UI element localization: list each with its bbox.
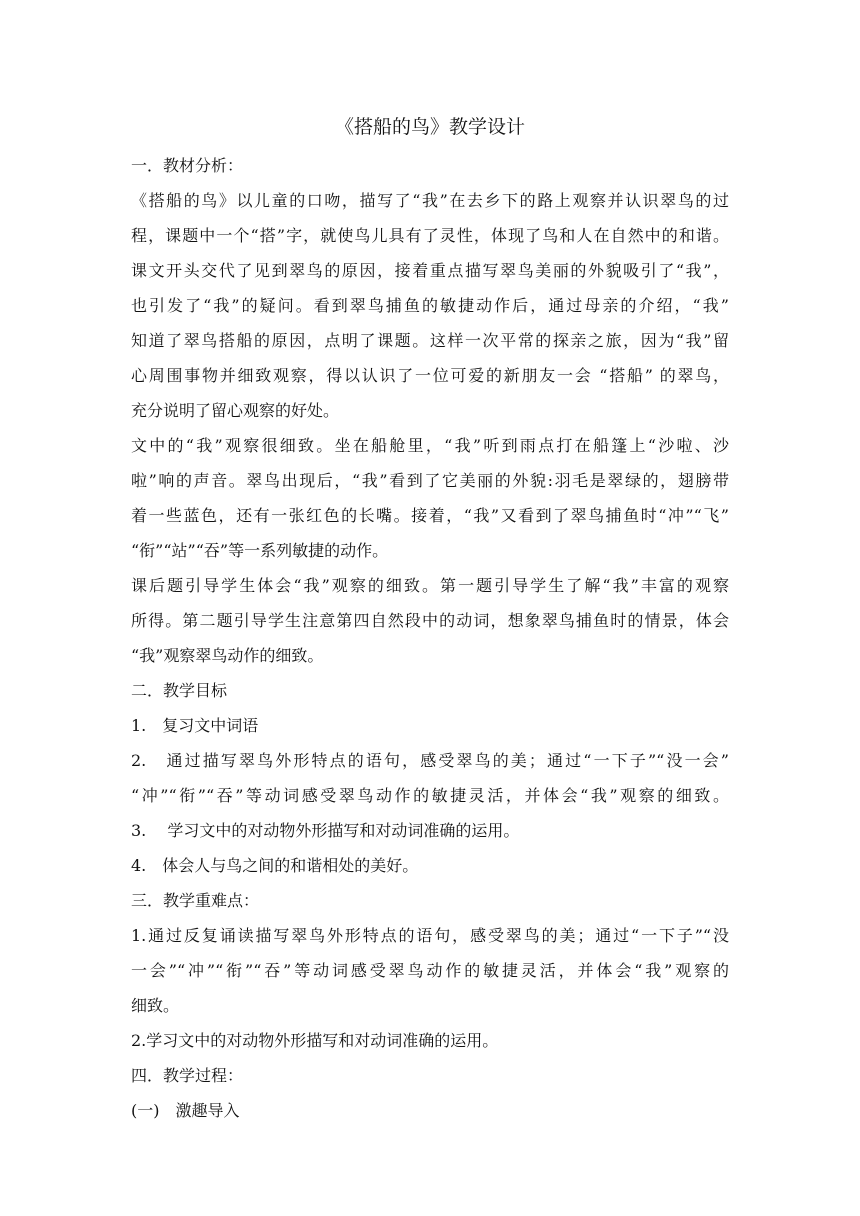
list-item: 3. 学习文中的对动物外形描写和对动词准确的运用。 <box>131 821 520 840</box>
paragraph-line: 所得。第二题引导学生注意第四自然段中的动词，想象翠鸟捕鱼时的情景，体会 <box>131 611 729 630</box>
list-item: 2.学习文中的对动物外形描写和对动词准确的运用。 <box>131 1031 499 1050</box>
paragraph-line: 知道了翠鸟搭船的原因，点明了课题。这样一次平常的探亲之旅，因为“我”留 <box>131 331 729 350</box>
section-heading-process: 四．教学过程： <box>131 1066 244 1085</box>
paragraph-line: 也引发了“我”的疑问。看到翠鸟捕鱼的敏捷动作后，通过母亲的介绍，“我” <box>131 296 729 315</box>
list-item: 1.通过反复诵读描写翠鸟外形特点的语句，感受翠鸟的美；通过“一下子”“没 <box>131 926 729 945</box>
paragraph-line: 课文开头交代了见到翠鸟的原因，接着重点描写翠鸟美丽的外貌吸引了“我”， <box>131 261 729 280</box>
section-heading-goals: 二．教学目标 <box>131 681 228 700</box>
paragraph-line: 程，课题中一个“搭”字，就使鸟儿具有了灵性，体现了鸟和人在自然中的和谐。 <box>131 226 729 245</box>
section-heading-key-points: 三．教学重难点： <box>131 891 260 910</box>
list-item: 2. 通过描写翠鸟外形特点的语句，感受翠鸟的美；通过“一下子”“没一会” <box>131 751 729 770</box>
document-title: 《搭船的鸟》教学设计 <box>334 116 525 138</box>
paragraph-line: 着一些蓝色，还有一张红色的长嘴。接着，“我”又看到了翠鸟捕鱼时“冲”“飞” <box>131 506 729 525</box>
list-item: 4. 体会人与鸟之间的和谐相处的美好。 <box>131 856 419 875</box>
section-heading-analysis: 一．教材分析： <box>131 156 244 175</box>
paragraph-line: “衔”“站”“吞”等一系列敏捷的动作。 <box>131 541 389 560</box>
list-item: 1. 复习文中词语 <box>131 716 259 735</box>
paragraph-line: 课后题引导学生体会“我”观察的细致。第一题引导学生了解“我”丰富的观察 <box>131 576 729 595</box>
subsection-heading: (一) 激趣导入 <box>131 1101 240 1120</box>
paragraph-line: 啦”响的声音。翠鸟出现后，“我”看到了它美丽的外貌:羽毛是翠绿的，翅膀带 <box>131 471 729 490</box>
paragraph-line: “我”观察翠鸟动作的细致。 <box>131 646 324 665</box>
paragraph-line: 文中的“我”观察很细致。坐在船舱里，“我”听到雨点打在船篷上“沙啦、沙 <box>131 436 729 455</box>
list-item: 一会”“冲”“衔”“吞”等动词感受翠鸟动作的敏捷灵活，并体会“我”观察的 <box>131 961 729 980</box>
list-item: 细致。 <box>131 996 180 1015</box>
paragraph-line: 《搭船的鸟》以儿童的口吻，描写了“我”在去乡下的路上观察并认识翠鸟的过 <box>131 191 729 210</box>
paragraph-line: 充分说明了留心观察的好处。 <box>131 401 340 420</box>
list-item: “冲”“衔”“吞”等动词感受翠鸟动作的敏捷灵活，并体会“我”观察的细致。 <box>131 786 729 805</box>
paragraph-line: 心周围事物并细致观察，得以认识了一位可爱的新朋友一会 “搭船” 的翠鸟， <box>131 366 729 385</box>
